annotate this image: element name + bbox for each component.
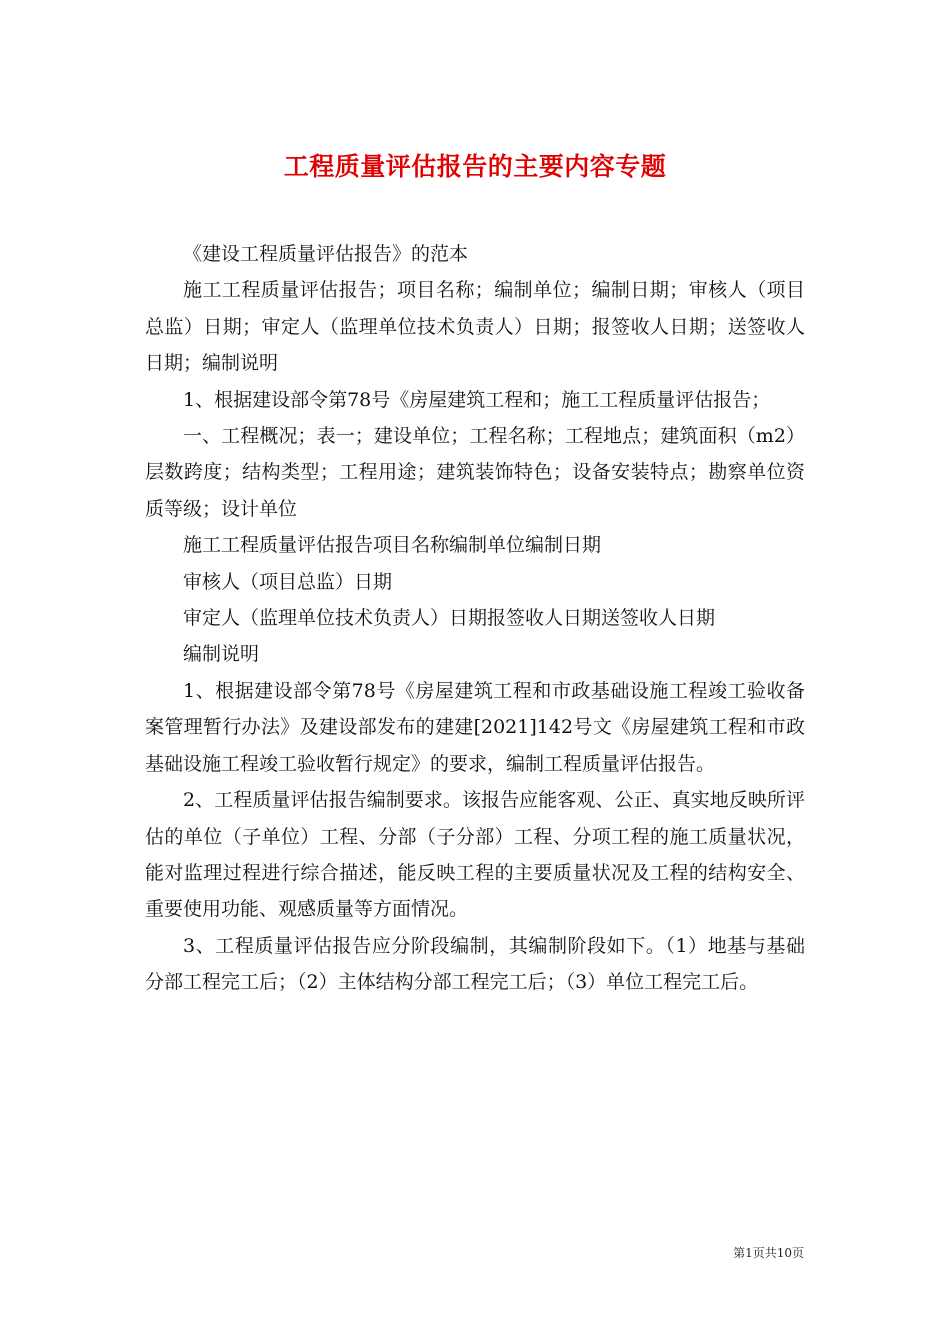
- paragraph-7: 审定人（监理单位技术负责人）日期报签收人日期送签收人日期: [183, 607, 716, 630]
- paragraph-8: 编制说明: [183, 643, 260, 666]
- document-body: [145, 236, 805, 1001]
- paragraph-4: 一、工程概况；表一；建设单位；工程名称；工程地点；建筑面积（m2）层数跨度；结构类型；工程用途；建筑装饰特色；设备安装特点；勘察单位资质等级；设计单位: [145, 425, 805, 520]
- paragraph-9: 1、根据建设部令第78号《房屋建筑工程和市政基础设施工程竣工验收备案管理暂行办法》及建设部发布的建建[2021]142号文《房屋建筑工程和市政基础设施工程竣工验收暂行规定》的要求，编制工程质量评估报告。: [145, 679, 805, 775]
- paragraph-6: 审核人（项目总监）日期: [183, 570, 393, 593]
- document-title: 工程质量评估报告的主要内容专题: [283, 151, 667, 181]
- paragraph-3: 1、根据建设部令第78号《房屋建筑工程和；施工工程质量评估报告；: [183, 388, 771, 411]
- paragraph-11: 3、工程质量评估报告应分阶段编制，其编制阶段如下。（1）地基与基础分部工程完工后；（2）主体结构分部工程完工后；（3）单位工程完工后。: [145, 934, 805, 994]
- paragraph-1: 《建设工程质量评估报告》的范本: [183, 243, 469, 265]
- page-number: 第1页共10页: [733, 1246, 804, 1260]
- paragraph-2: 施工工程质量评估报告；项目名称；编制单位；编制日期；审核人（项目总监）日期；审定人（监理单位技术负责人）日期；报签收人日期；送签收人日期；编制说明: [145, 279, 805, 375]
- paragraph-10: 2、工程质量评估报告编制要求。该报告应能客观、公正、真实地反映所评估的单位（子单位）工程、分部（子分部）工程、分项工程的施工质量状况，能对监理过程进行综合描述，能反映工程的主要质量状况及工程的结构安全、重要使用功能、观感质量等方面情况。: [145, 789, 805, 921]
- paragraph-5: 施工工程质量评估报告项目名称编制单位编制日期: [183, 534, 602, 557]
